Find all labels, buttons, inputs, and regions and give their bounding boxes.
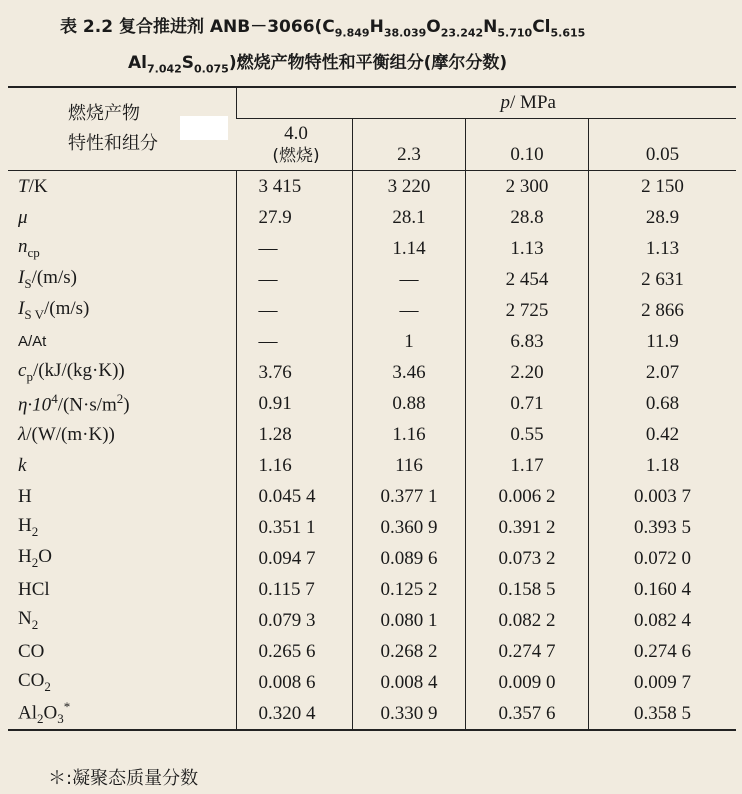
row-label-sup: 4	[51, 390, 58, 406]
table-cell: 0.351 1	[236, 512, 353, 543]
row-label-symbol: CO	[18, 640, 45, 662]
table-cell: 0.88	[353, 388, 466, 419]
table-cell: 1.14	[353, 233, 466, 264]
row-label-symbol: H	[18, 515, 32, 537]
table-cell: 116	[353, 450, 466, 481]
table-cell: 0.71	[466, 388, 589, 419]
row-label-tail-sub: 3	[57, 711, 64, 727]
row-label-tail: O	[38, 546, 52, 568]
table-cell: 0.089 6	[353, 543, 466, 574]
row-label-symbol: H	[18, 546, 32, 568]
row-label	[8, 295, 236, 326]
row-label-symbol: k	[18, 454, 27, 476]
table-cell: 0.320 4	[236, 698, 353, 730]
row-label-unit: /(W/(m·K))	[26, 423, 115, 445]
row-label-symbol: Al	[18, 702, 37, 724]
table-row	[8, 388, 736, 419]
table-cell: 28.1	[353, 202, 466, 233]
table-cell: —	[236, 326, 353, 357]
row-label	[8, 636, 236, 667]
row-label	[8, 450, 236, 481]
row-label-symbol: λ	[18, 423, 27, 445]
row-label	[8, 202, 236, 233]
table-cell: 0.125 2	[353, 574, 466, 605]
table-cell: 27.9	[236, 202, 353, 233]
table-cell: 28.9	[589, 202, 737, 233]
row-label-symbol: T	[18, 175, 29, 197]
table-row	[8, 574, 736, 605]
table-cell: 6.83	[466, 326, 589, 357]
row-header-line-1: 燃烧产物	[68, 103, 140, 124]
pressure-symbol: p	[500, 92, 511, 113]
row-label-sub: p	[26, 368, 33, 384]
row-label-unit: /K	[28, 175, 48, 197]
row-label-symbol: H	[18, 485, 32, 507]
table-cell: 1.13	[589, 233, 737, 264]
row-label-symbol: N	[18, 608, 32, 630]
row-label-symbol: A/At	[18, 333, 47, 350]
table-row	[8, 326, 736, 357]
col-header-3: 0.10	[466, 119, 589, 171]
table-cell: 0.360 9	[353, 512, 466, 543]
row-label	[8, 388, 236, 419]
table-cell: 0.357 6	[466, 698, 589, 730]
table-cell: 0.55	[466, 419, 589, 450]
col1-note: (燃烧)	[272, 145, 320, 166]
table-cell: 1.16	[353, 419, 466, 450]
table-cell: 0.160 4	[589, 574, 737, 605]
table-cell: 2 300	[466, 171, 589, 203]
table-cell: 1.16	[236, 450, 353, 481]
title-line-2: $Al_{7.042}S_{0.075}$)燃烧产物特性和平衡组分(摩尔分数)	[128, 53, 508, 76]
row-label-symbol: I	[18, 267, 25, 289]
table-cell: 2 454	[466, 264, 589, 295]
table-cell: 0.274 6	[589, 636, 737, 667]
table-cell: 0.268 2	[353, 636, 466, 667]
table-cell: 0.008 6	[236, 667, 353, 698]
table-cell: 0.68	[589, 388, 737, 419]
table-cell: 0.072 0	[589, 543, 737, 574]
table-row	[8, 419, 736, 450]
table-cell: 2.20	[466, 357, 589, 388]
row-label-sub: 2	[31, 523, 39, 539]
table-cell: 2 725	[466, 295, 589, 326]
row-label	[8, 171, 236, 203]
row-label	[8, 264, 236, 295]
row-label-symbol: c	[18, 360, 27, 382]
table-cell: 11.9	[589, 326, 737, 357]
table-row	[8, 171, 736, 203]
table-cell: 0.080 1	[353, 605, 466, 636]
table-cell: —	[236, 264, 353, 295]
col-header-4: 0.05	[589, 119, 737, 171]
table-cell: 0.391 2	[466, 512, 589, 543]
row-label-symbol: CO	[18, 670, 45, 692]
row-label	[8, 326, 236, 357]
table-cell: 0.393 5	[589, 512, 737, 543]
row-label	[8, 698, 236, 730]
row-label-unit: /(N·s/m	[57, 394, 117, 416]
row-label-unit-end: )	[123, 394, 130, 416]
table-row	[8, 357, 736, 388]
table-cell: 3.46	[353, 357, 466, 388]
table-cell: 2 150	[589, 171, 737, 203]
header-row-1	[8, 87, 736, 119]
table-cell: 0.045 4	[236, 481, 353, 512]
col-header-1	[236, 119, 353, 171]
table-cell: 0.006 2	[466, 481, 589, 512]
row-label	[8, 233, 236, 264]
table-cell: 0.158 5	[466, 574, 589, 605]
row-label-unit: /(m/s)	[31, 267, 77, 289]
table-cell: 0.115 7	[236, 574, 353, 605]
table-row	[8, 512, 736, 543]
title-line-1: 表 2.2 复合推进剂 $ANB-3066(C_{9.849}H_{38.039}O_{23.242}N_{5.710}Cl_{5.615}$	[60, 17, 586, 40]
table-body	[8, 171, 736, 731]
table-cell: 1.28	[236, 419, 353, 450]
row-label	[8, 543, 236, 574]
table-cell: 28.8	[466, 202, 589, 233]
table-row	[8, 698, 736, 730]
row-label	[8, 605, 236, 636]
table-row	[8, 667, 736, 698]
table-cell: 0.073 2	[466, 543, 589, 574]
table-row	[8, 605, 736, 636]
table-cell: 2 631	[589, 264, 737, 295]
table-cell: 0.377 1	[353, 481, 466, 512]
table-cell: 0.91	[236, 388, 353, 419]
data-table	[8, 86, 736, 731]
row-label-symbol: I	[18, 298, 25, 320]
table-cell: 0.274 7	[466, 636, 589, 667]
pressure-unit: / MPa	[510, 92, 556, 113]
table-row	[8, 481, 736, 512]
row-header-line-2: 特性和组分	[68, 133, 158, 154]
row-label	[8, 667, 236, 698]
row-label-unit: /(m/s)	[43, 298, 90, 320]
pressure-header	[236, 87, 736, 119]
row-label-sub: 2	[31, 616, 39, 632]
row-label	[8, 512, 236, 543]
table-cell: 0.082 4	[589, 605, 737, 636]
row-label-tail-sup: *	[63, 699, 71, 715]
row-label-symbol: μ	[18, 206, 28, 228]
table-row	[8, 295, 736, 326]
row-label-sub: S	[24, 275, 32, 291]
row-label	[8, 481, 236, 512]
table-row	[8, 202, 736, 233]
col1-value: 4.0	[284, 122, 308, 144]
table-title	[60, 12, 700, 85]
row-label-symbol: HCl	[18, 578, 50, 600]
row-label-unit-sup: 2	[116, 390, 124, 406]
row-label	[8, 574, 236, 605]
table-cell: 3 415	[236, 171, 353, 203]
table-cell: 0.009 7	[589, 667, 737, 698]
table-cell: 0.358 5	[589, 698, 737, 730]
table-row	[8, 543, 736, 574]
table-cell: 2 866	[589, 295, 737, 326]
table-cell: 0.42	[589, 419, 737, 450]
table-cell: —	[236, 233, 353, 264]
table-cell: —	[353, 295, 466, 326]
table-cell: —	[353, 264, 466, 295]
table-cell: 0.003 7	[589, 481, 737, 512]
table-cell: 0.330 9	[353, 698, 466, 730]
row-label-sub: 2	[44, 678, 51, 694]
row-label-sub: S V	[24, 306, 44, 322]
table-cell: 3 220	[353, 171, 466, 203]
table-cell: —	[236, 295, 353, 326]
row-label-sub: 2	[31, 554, 39, 570]
table-cell: 0.079 3	[236, 605, 353, 636]
row-label-sub: 2	[37, 711, 44, 727]
footnote: ＊:凝聚态质量分数	[48, 768, 199, 789]
table-cell: 0.009 0	[466, 667, 589, 698]
table-cell: 1.18	[589, 450, 737, 481]
col-header-2: 2.3	[353, 119, 466, 171]
table-cell: 1.17	[466, 450, 589, 481]
row-label-sub: cp	[27, 244, 40, 260]
row-label	[8, 357, 236, 388]
row-label-tail: O	[43, 702, 58, 724]
white-mask	[180, 116, 228, 140]
row-label	[8, 419, 236, 450]
table-cell: 0.008 4	[353, 667, 466, 698]
table-cell: 0.082 2	[466, 605, 589, 636]
table-row	[8, 450, 736, 481]
table-row	[8, 636, 736, 667]
row-label-symbol: n	[18, 236, 28, 258]
table-cell: 0.265 6	[236, 636, 353, 667]
table-row	[8, 264, 736, 295]
table-row	[8, 233, 736, 264]
table-cell: 2.07	[589, 357, 737, 388]
table-cell: 3.76	[236, 357, 353, 388]
table-cell: 0.094 7	[236, 543, 353, 574]
row-label-unit: /(kJ/(kg·K))	[32, 360, 125, 382]
table-cell: 1	[353, 326, 466, 357]
row-label-symbol: η·10	[18, 394, 52, 416]
table-cell: 1.13	[466, 233, 589, 264]
